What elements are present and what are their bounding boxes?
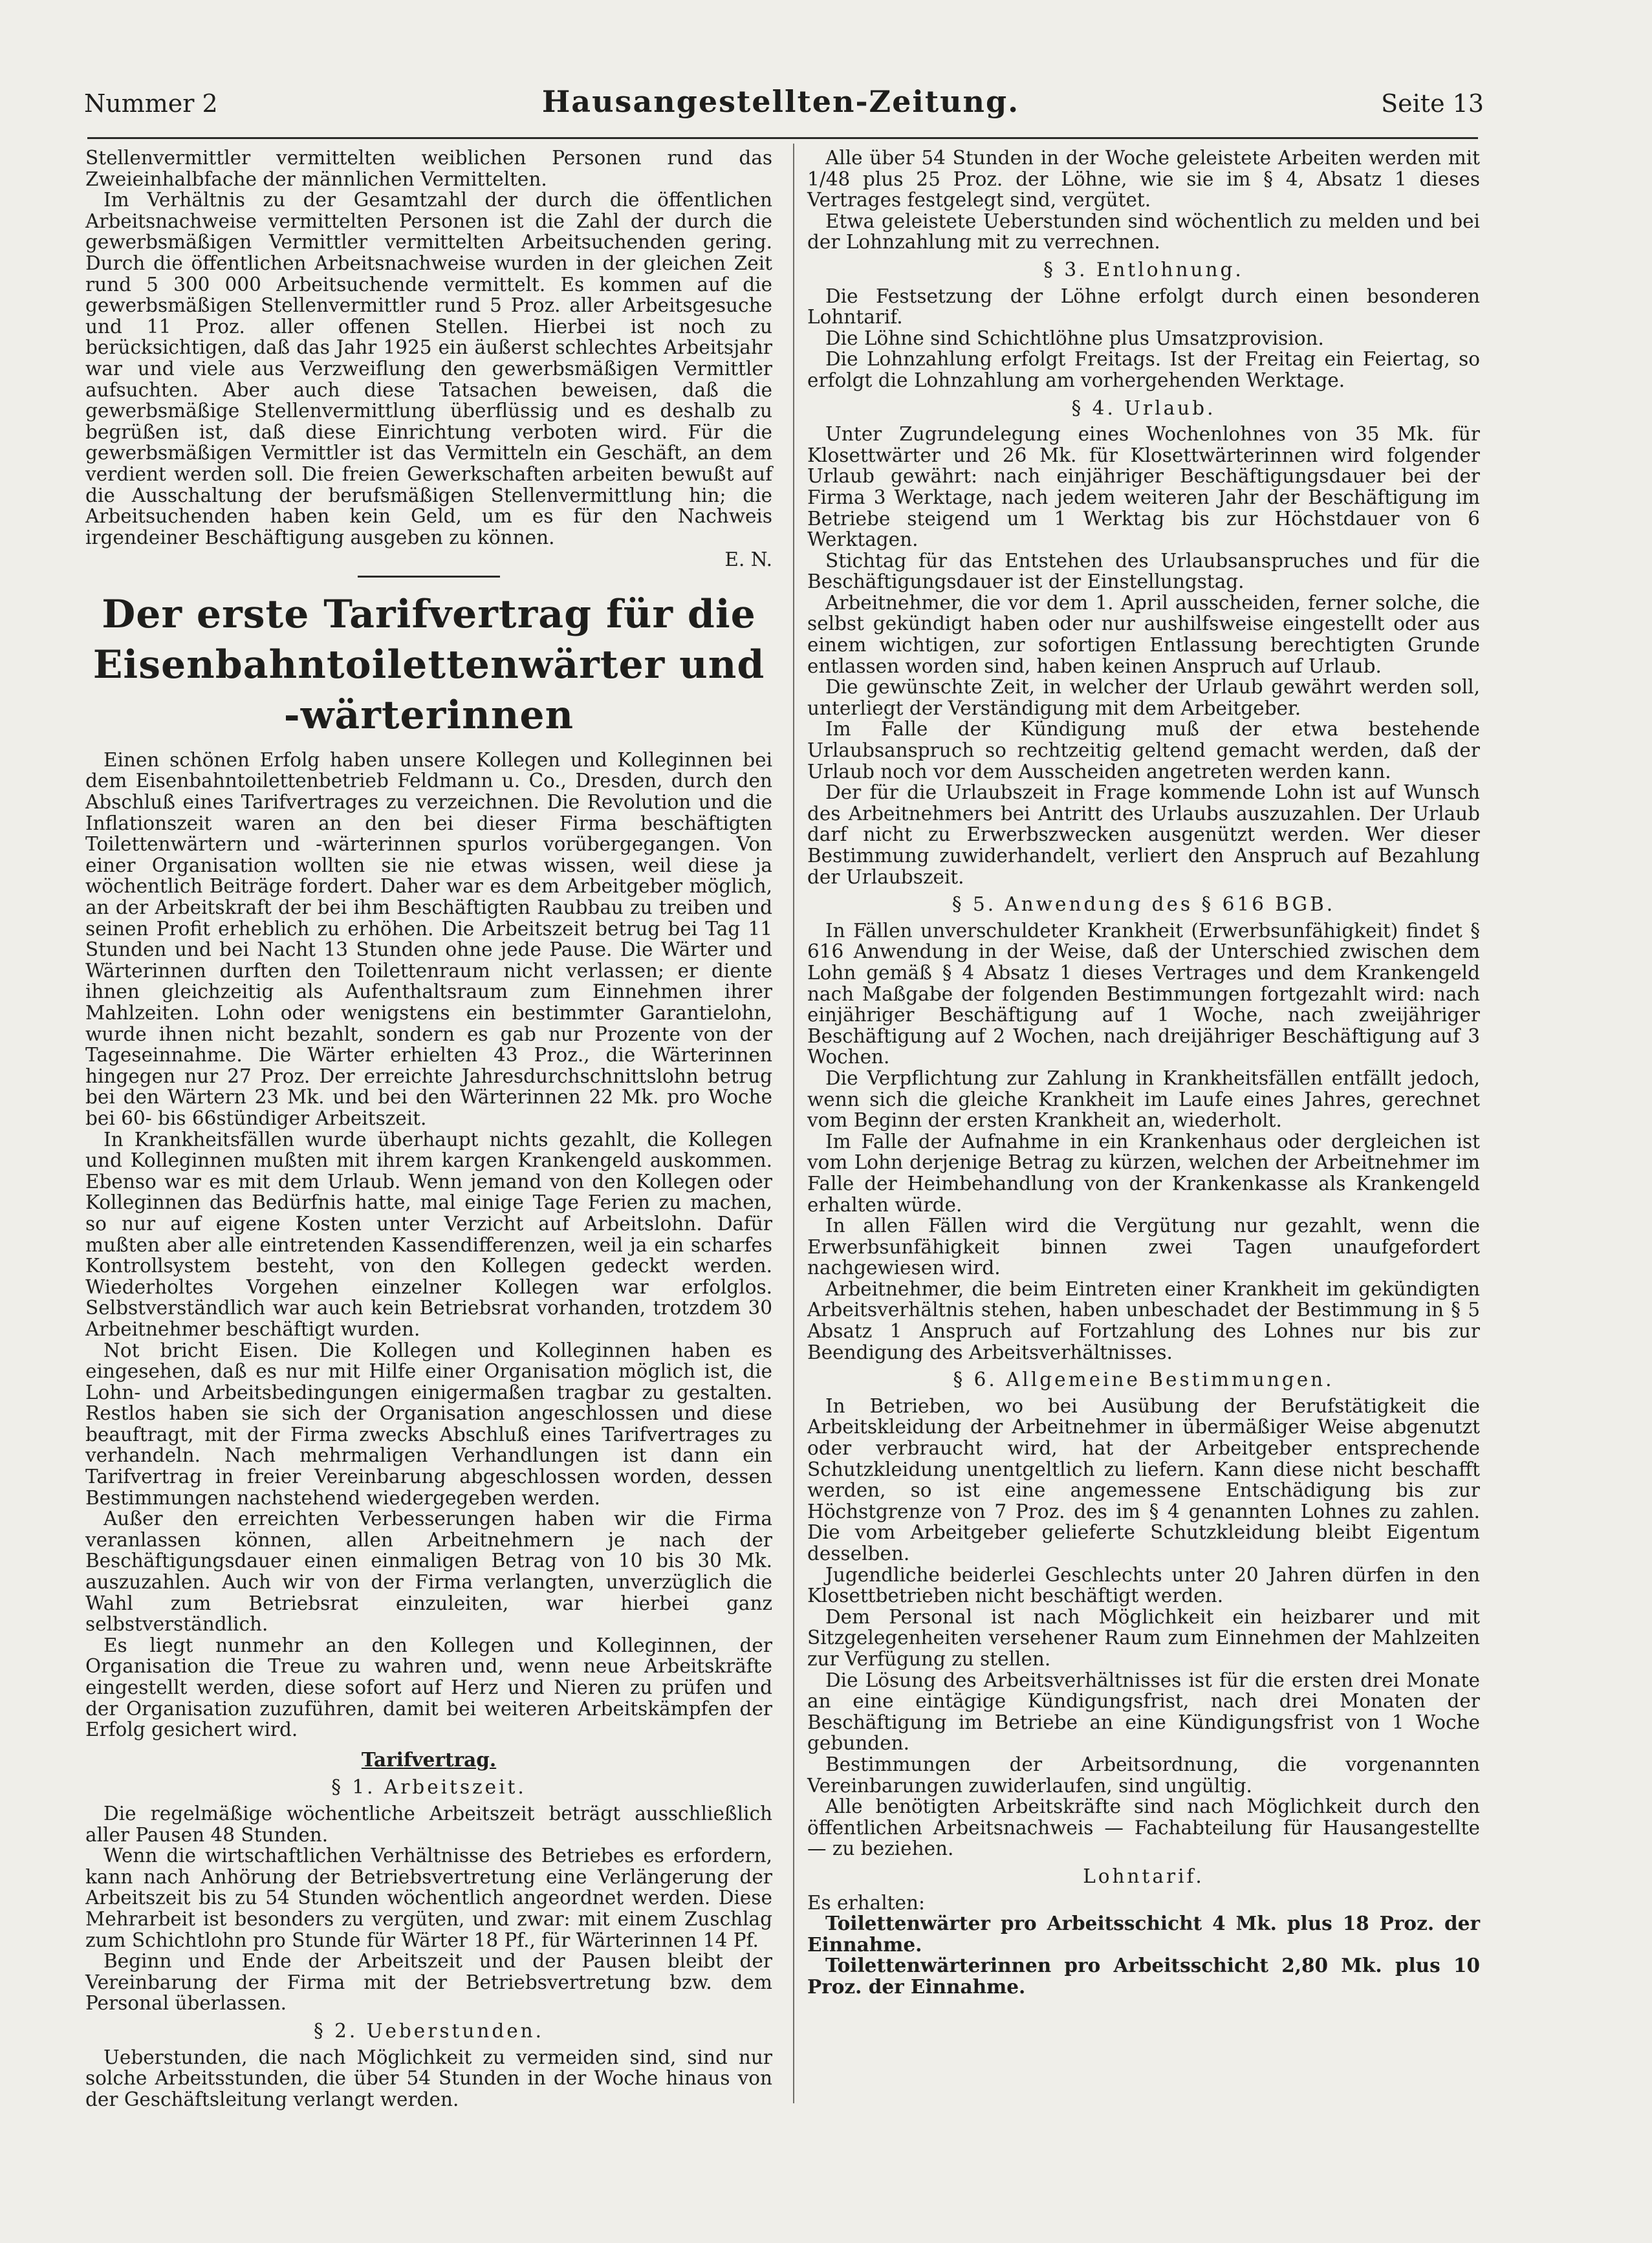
tariff-line: Toilettenwärterinnen pro Arbeitsschicht 2,80 Mk. plus 10 Proz. der Einnahme. (807, 1954, 1480, 1998)
paragraph: Bestimmungen der Arbeitsordnung, die vorgenannten Vereinbarungen zuwiderlaufen, sind ungültig. (807, 1753, 1480, 1797)
paragraph: Unter Zugrundelegung eines Wochenlohnes von 35 Mk. für Klosettwärter und 26 Mk. für Klosettwärterinnen wird folgender Urlaub gewährt: nach einjähriger Beschäftigungsdauer bei der Firma 3 Werktage, nach jedem weiteren Jahr der Beschäftigung im Betriebe steigend um 1 Werktag bis zur Höchstdauer von 6 Werktagen. (807, 423, 1480, 551)
paragraph: Die gewünschte Zeit, in welcher der Urlaub gewährt werden soll, unterliegt der Verständigung mit dem Arbeitgeber. (807, 676, 1480, 719)
paragraph: Not bricht Eisen. Die Kollegen und Kolleginnen haben es eingesehen, daß es nur mit Hilfe einer Organisation möglich ist, die Lohn- und Arbeitsbedingungen einigermaßen tragbar zu gestalten. Restlos haben sie sich der Organisation angeschlossen und diese beauftragt, mit der Firma zwecks Abschluß eines Tarifvertrages zu verhandeln. Nach mehrmaligen Verhandlungen ist dann ein Tarifvertrag in freier Vereinbarung abgeschlossen worden, dessen Bestimmungen nachstehend wiedergegeben werden. (85, 1339, 772, 1509)
section-heading: § 1. Arbeitszeit. (331, 1776, 527, 1799)
contract-heading: Tarifvertrag. (361, 1748, 497, 1771)
right-column (807, 147, 1480, 1997)
paragraph: Ueberstunden, die nach Möglichkeit zu vermeiden sind, sind nur solche Arbeitsstunden, die über 54 Stunden in der Woche hinaus von der Geschäftsleitung verlangt werden. (85, 2046, 772, 2110)
page-header (78, 83, 1484, 135)
paragraph: Die Verpflichtung zur Zahlung in Krankheitsfällen entfällt jedoch, wenn sich die gleiche Krankheit im Laufe eines Jahres, gerechnet vom Beginn der ersten Krankheit an, wiederholt. (807, 1067, 1480, 1132)
left-column (85, 147, 772, 2110)
paragraph: Jugendliche beiderlei Geschlechts unter 20 Jahren dürfen in den Klosettbetrieben nicht beschäftigt werden. (807, 1563, 1480, 1607)
page-number: Seite 13 (1381, 89, 1484, 118)
paragraph: Arbeitnehmer, die vor dem 1. April ausscheiden, ferner solche, die selbst gekündigt haben oder nur aushilfsweise eingestellt oder aus einem wichtigen, zur sofortigen Entlassung berechtigten Grunde entlassen worden sind, haben keinen Anspruch auf Urlaub. (807, 591, 1480, 677)
paragraph: In Fällen unverschuldeter Krankheit (Erwerbsunfähigkeit) findet § 616 Anwendung in der Weise, daß der Unterschied zwischen dem Lohn gemäß § 4 Absatz 1 dieses Vertrages und dem Krankengeld nach Maßgabe der folgenden Bestimmungen fortgezahlt wird: nach einjähriger Beschäftigung auf 1 Woche, nach zweijähriger Beschäftigung auf 2 Wochen, nach dreijähriger Beschäftigung auf 3 Wochen. (807, 919, 1480, 1068)
section-heading: § 5. Anwendung des § 616 BGB. (951, 893, 1336, 916)
header-rule (87, 137, 1478, 139)
section-heading: § 3. Entlohnung. (1043, 258, 1244, 281)
article-title: Der erste Tarifvertrag für die Eisenbahntoilettenwärter und -wärterinnen (92, 591, 765, 738)
paragraph: Im Falle der Kündigung muß der etwa bestehende Urlaubsanspruch so rechtzeitig geltend gemacht werden, daß der Urlaub noch vor dem Ausscheiden angetreten werden kann. (807, 718, 1480, 783)
column-separator (793, 144, 794, 2103)
paragraph: Im Falle der Aufnahme in ein Krankenhaus oder dergleichen ist vom Lohn derjenige Betrag zu kürzen, welchen der Arbeitnehmer im Falle der Heimbehandlung von der Krankenkasse als Krankengeld erhalten würde. (807, 1130, 1480, 1216)
paragraph: In Krankheitsfällen wurde überhaupt nichts gezahlt, die Kollegen und Kolleginnen mußten mit ihrem kargen Krankengeld auskommen. Ebenso war es mit dem Urlaub. Wenn jemand von den Kollegen oder Kolleginnen das Bedürfnis hatte, mal einige Tage Ferien zu machen, so nur auf eigene Kosten unter Verzicht auf Arbeitslohn. Dafür mußten aber alle eintretenden Kassendifferenzen, weil ja ein scharfes Kontrollsystem besteht, von den Kollegen gedeckt werden. Wiederholtes Vorgehen einzelner Kollegen war erfolglos. Selbstverständlich war auch kein Betriebsrat vorhanden, trotzdem 30 Arbeitnehmer beschäftigt wurden. (85, 1128, 772, 1340)
section-heading: § 4. Urlaub. (1071, 396, 1216, 419)
paragraph: Wenn die wirtschaftlichen Verhältnisse des Betriebes es erfordern, kann nach Anhörung der Betriebsvertretung eine Verlängerung der Arbeitszeit bis zu 54 Stunden wöchentlich angeordnet werden. Diese Mehrarbeit ist besonders zu vergüten, und zwar: mit einem Zuschlag zum Schichtlohn pro Stunde für Wärter 18 Pf., für Wärterinnen 14 Pf. (85, 1845, 772, 1951)
section-heading: § 2. Ueberstunden. (313, 2019, 545, 2042)
paragraph: Etwa geleistete Ueberstunden sind wöchentlich zu melden und bei der Lohnzahlung mit zu verrechnen. (807, 210, 1480, 254)
masthead-title: Hausangestellten-Zeitung. (541, 84, 1020, 119)
paragraph: In allen Fällen wird die Vergütung nur gezahlt, wenn die Erwerbsunfähigkeit binnen zwei Tagen unaufgefordert nachgewiesen wird. (807, 1215, 1480, 1279)
paragraph: Die Festsetzung der Löhne erfolgt durch einen besonderen Lohntarif. (807, 285, 1480, 329)
paragraph: Stellenvermittler vermittelten weiblichen Personen rund das Zweieinhalbfache der männlichen Vermittelten. (85, 147, 772, 190)
paragraph: Der für die Urlaubszeit in Frage kommende Lohn ist auf Wunsch des Arbeitnehmers bei Antritt des Urlaubs auszuzahlen. Der Urlaub darf nicht zu Erwerbszwecken ausgenützt werden. Wer dieser Bestimmung zuwiderhandelt, verliert den Anspruch auf Bezahlung der Urlaubszeit. (807, 781, 1480, 888)
paragraph: Einen schönen Erfolg haben unsere Kollegen und Kolleginnen bei dem Eisenbahntoilettenbetrieb Feldmann u. Co., Dresden, durch den Abschluß eines Tarifvertrages zu verzeichnen. Die Revolution und die Inflationszeit waren an den bei dieser Firma beschäftigten Toilettenwärtern und -wärterinnen spurlos vorübergegangen. Von einer Organisation wollten sie nie etwas wissen, weil diese ja wöchentlich Beiträge fordert. Daher war es dem Arbeitgeber möglich, an der Arbeitskraft der bei ihm Beschäftigten Raubbau zu treiben und seinen Profit erheblich zu erhöhen. Die Arbeitszeit betrug bei Tag 11 Stunden und bei Nacht 13 Stunden ohne jede Pause. Die Wärter und Wärterinnen durften den Toilettenraum nicht verlassen; er diente ihnen gleichzeitig als Aufenthaltsraum zum Einnehmen ihrer Mahlzeiten. Lohn oder wenigstens ein bestimmter Garantielohn, wurde ihnen nicht bezahlt, sondern es gab nur Prozente von der Tageseinnahme. Die Wärter erhielten 43 Proz., die Wärterinnen hingegen nur 27 Proz. Der erreichte Jahresdurchschnittslohn betrug bei den Wärtern 23 Mk. und bei den Wärterinnen 22 Mk. pro Woche bei 60- bis 66stündiger Arbeitszeit. (85, 748, 772, 1129)
paragraph: Die Lösung des Arbeitsverhältnisses ist für die ersten drei Monate an eine eintägige Kündigungsfrist, nach drei Monaten der Beschäftigung im Betriebe an eine Kündigungsfrist von 1 Woche gebunden. (807, 1669, 1480, 1755)
paragraph: Es liegt nunmehr an den Kollegen und Kolleginnen, der Organisation die Treue zu wahren und, wenn neue Arbeitskräfte eingestellt werden, diese sofort auf Herz und Nieren zu prüfen und der Organisation zuzuführen, damit bei weiteren Arbeitskämpfen der Erfolg gesichert wird. (85, 1634, 772, 1741)
paragraph: Stichtag für das Entstehen des Urlaubsanspruches und für die Beschäftigungsdauer ist der Einstellungstag. (807, 549, 1480, 593)
paragraph: In Betrieben, wo bei Ausübung der Berufstätigkeit die Arbeitskleidung der Arbeitnehmer in übermäßiger Weise abgenutzt oder verbraucht wird, hat der Arbeitgeber entsprechende Schutzkleidung unentgeltlich zu liefern. Kann diese nicht beschafft werden, so ist eine angemessene Entschädigung bis zur Höchstgrenze von 7 Proz. des im § 4 genannten Lohnes zu zahlen. Die vom Arbeitgeber gelieferte Schutzkleidung bleibt Eigentum desselben. (807, 1394, 1480, 1565)
section-heading: § 6. Allgemeine Bestimmungen. (953, 1369, 1334, 1391)
paragraph: Im Verhältnis zu der Gesamtzahl der durch die öffentlichen Arbeitsnachweise vermittelten Personen ist die Zahl der durch die gewerbsmäßigen Vermittler vermittelten Arbeitsuchenden gering. Durch die öffentlichen Arbeitsnachweise wurden in der gleichen Zeit rund 5 300 000 Arbeitsuchende vermittelt. Es kommen auf die gewerbsmäßigen Stellenvermittler rund 5 Proz. aller Arbeitsgesuche und 11 Proz. aller offenen Stellen. Hierbei ist noch zu berücksichtigen, daß das Jahr 1925 ein äußerst schlechtes Arbeitsjahr war und viele aus Verzweiflung den gewerbsmäßigen Vermittler aufsuchten. Aber auch diese Tatsachen beweisen, daß die gewerbsmäßige Stellenvermittlung überflüssig und es deshalb zu begrüßen ist, daß diese Einrichtung verboten wird. Für die gewerbsmäßigen Vermittler ist das Vermitteln ein Geschäft, an dem verdient werden soll. Die freien Gewerkschaften arbeiten bewußt auf die Ausschaltung der berufsmäßigen Stellenvermittlung hin; die Arbeitsuchenden haben kein Geld, um es für den Nachweis irgendeiner Beschäftigung ausgeben zu können. (85, 189, 772, 548)
paragraph: Die Lohnzahlung erfolgt Freitags. Ist der Freitag ein Feiertag, so erfolgt die Lohnzahlung am vorhergehenden Werktage. (807, 348, 1480, 391)
signature: E. N. (724, 548, 772, 571)
issue-number: Nummer 2 (84, 89, 218, 118)
paragraph: Es erhalten: (807, 1891, 925, 1914)
tariff-line: Toilettenwärter pro Arbeitsschicht 4 Mk. plus 18 Proz. der Einnahme. (807, 1912, 1480, 1956)
paragraph: Arbeitnehmer, die beim Eintreten einer Krankheit im gekündigten Arbeitsverhältnis stehen, haben unbeschadet der Bestimmung in § 5 Absatz 1 Anspruch auf Fortzahlung des Lohnes nur bis zur Beendigung des Arbeitsverhältnisses. (807, 1277, 1480, 1363)
paragraph: Alle benötigten Arbeitskräfte sind nach Möglichkeit durch den öffentlichen Arbeitsnachweis — Fachabteilung für Hausangestellte — zu beziehen. (807, 1795, 1480, 1860)
paragraph: Dem Personal ist nach Möglichkeit ein heizbarer und mit Sitzgelegenheiten versehener Raum zum Einnehmen der Mahlzeiten zur Verfügung zu stellen. (807, 1605, 1480, 1670)
section-divider (358, 576, 500, 578)
paragraph: Außer den erreichten Verbesserungen haben wir die Firma veranlassen können, allen Arbeitnehmern je nach der Beschäftigungsdauer einen einmaligen Betrag von 10 bis 30 Mk. auszuzahlen. Auch wir von der Firma verlangten, unverzüglich die Wahl zum Betriebsrat einzuleiten, war hierbei ganz selbstverständlich. (85, 1508, 772, 1636)
paragraph: Die regelmäßige wöchentliche Arbeitszeit beträgt ausschließlich aller Pausen 48 Stunden. (85, 1802, 772, 1846)
paragraph: Die Löhne sind Schichtlöhne plus Umsatzprovision. (825, 327, 1324, 349)
paragraph: Alle über 54 Stunden in der Woche geleistete Arbeiten werden mit 1/48 plus 25 Proz. der Löhne, wie sie im § 4, Absatz 1 dieses Vertrages festgelegt sind, vergütet. (807, 147, 1480, 211)
paragraph: Beginn und Ende der Arbeitszeit und der Pausen bleibt der Vereinbarung der Firma mit der Betriebsvertretung bzw. dem Personal überlassen. (85, 1950, 772, 2015)
section-heading: Lohntarif. (1083, 1865, 1204, 1887)
